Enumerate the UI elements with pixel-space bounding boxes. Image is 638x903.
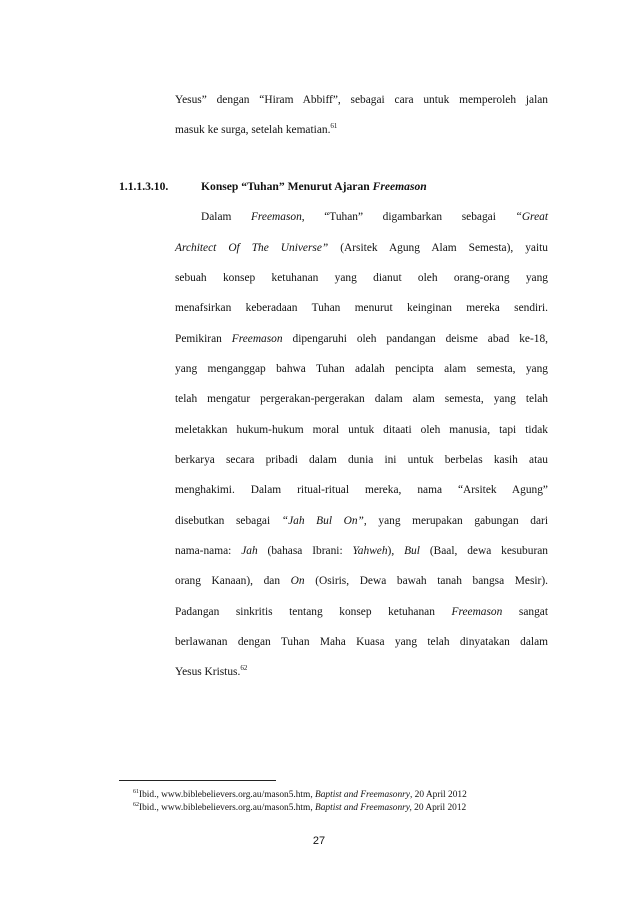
paragraph-line-7: telah mengatur pergerakan-pergerakan dalam alam semesta, yang telah [175,393,548,405]
footnote-62: $^{62}$Ibid., www.biblebelievers.org.au/mason5.htm, Baptist and Freemasonry, 20 April 2012 [133,801,467,813]
paragraph-line-9: berkarya secara pribadi dalam dunia ini untuk berbelas kasih atau [175,454,548,466]
paragraph-line-8: meletakkan hukum-hukum moral untuk ditaati oleh manusia, tapi tidak [175,424,548,436]
paragraph-line-2: Architect Of The Universe” (Arsitek Agung Alam Semesta), yaitu [175,242,548,254]
footnote-ref-62: 62 [240,664,248,673]
section-number: 1.1.1.3.10. [119,180,169,193]
paragraph-line-12: nama-nama: Jah (bahasa Ibrani: Yahweh), Bul (Baal, dewa kesuburan [175,545,548,557]
paragraph-line-13: orang Kanaan), dan On (Osiris, Dewa bawah tanah bangsa Mesir). [175,575,548,587]
paragraph-line-5: Pemikiran Freemason dipengaruhi oleh pandangan deisme abad ke-18, [175,333,548,345]
page-number: 27 [312,835,326,847]
footnote-61: $^{61}$Ibid., www.biblebelievers.org.au/mason5.htm, Baptist and Freemasonry, 20 April 2012 [133,788,467,800]
paragraph-line-6: yang menganggap bahwa Tuhan adalah pencipta alam semesta, yang [175,363,548,375]
footnote-ref-61: 61 [330,122,338,131]
continuation-line-1: Yesus” dengan “Hiram Abbiff”, sebagai cara untuk memperoleh jalan [175,94,548,106]
paragraph-line-10: menghakimi. Dalam ritual-ritual mereka, nama “Arsitek Agung” [175,484,548,496]
footnote-separator [119,780,276,781]
paragraph-line-3: sebuah konsep ketuhanan yang dianut oleh orang-orang yang [175,272,548,284]
continuation-line-2: masuk ke surga, setelah kematian.$^{61}$ [175,122,338,136]
paragraph-line-1: Dalam Freemason, “Tuhan” digambarkan sebagai “Great [201,211,548,223]
section-title: Konsep “Tuhan” Menurut Ajaran Freemason [201,180,427,193]
paragraph-line-11: disebutkan sebagai “Jah Bul On”, yang merupakan gabungan dari [175,515,548,527]
paragraph-line-16: Yesus Kristus.$^{62}$ [175,664,248,678]
paragraph-line-15: berlawanan dengan Tuhan Maha Kuasa yang telah dinyatakan dalam [175,636,548,648]
paragraph-line-4: menafsirkan keberadaan Tuhan menurut keinginan mereka sendiri. [175,302,548,314]
paragraph-line-14: Padangan sinkritis tentang konsep ketuhanan Freemason sangat [175,606,548,618]
